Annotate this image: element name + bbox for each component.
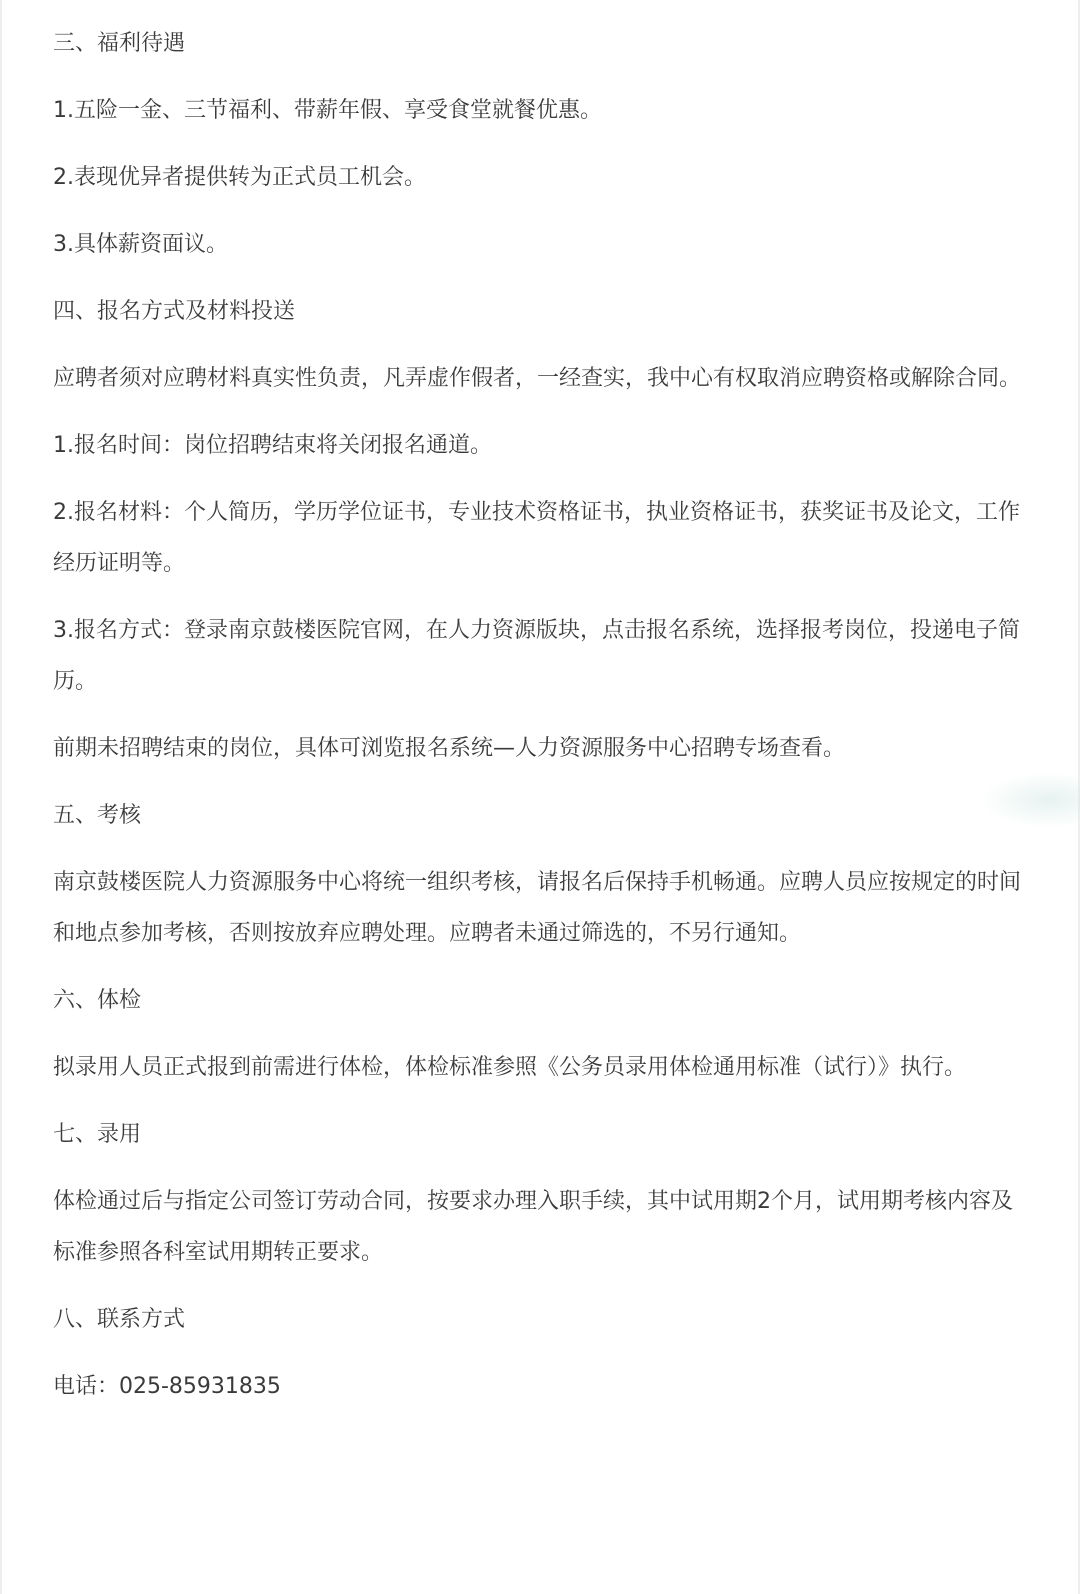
- application-item-1: 1.报名时间：岗位招聘结束将关闭报名通道。: [53, 433, 492, 458]
- section-heading-hiring: 七、录用: [53, 1122, 142, 1147]
- section-heading-application: 四、报名方式及材料投送: [53, 299, 296, 324]
- application-item-2: 2.报名材料：个人简历，学历学位证书，专业技术资格证书，执业资格证书，获奖证书及论文，工作经历证明等。: [53, 500, 1020, 576]
- article-body: [53, 0, 1025, 1412]
- contact-phone: 电话：025-85931835: [53, 1374, 281, 1399]
- hiring-text: 体检通过后与指定公司签订劳动合同，按要求办理入职手续，其中试用期2个月，试用期考核内容及标准参照各科室试用期转正要求。: [53, 1189, 1014, 1265]
- section-heading-assessment: 五、考核: [53, 803, 142, 828]
- application-intro: 应聘者须对应聘材料真实性负责，凡弄虚作假者，一经查实，我中心有权取消应聘资格或解除合同。: [53, 366, 1022, 391]
- benefit-item-2: 2.表现优异者提供转为正式员工机会。: [53, 165, 426, 190]
- assessment-text: 南京鼓楼医院人力资源服务中心将统一组织考核，请报名后保持手机畅通。应聘人员应按规定的时间和地点参加考核，否则按放弃应聘处理。应聘者未通过筛选的，不另行通知。: [53, 870, 1022, 946]
- application-item-3: 3.报名方式：登录南京鼓楼医院官网，在人力资源版块，点击报名系统，选择报考岗位，投递电子简历。: [53, 618, 1020, 694]
- section-heading-medical: 六、体检: [53, 988, 142, 1013]
- benefit-item-1: 1.五险一金、三节福利、带薪年假、享受食堂就餐优惠。: [53, 98, 602, 123]
- medical-text: 拟录用人员正式报到前需进行体检，体检标准参照《公务员录用体检通用标准（试行）》执行。: [53, 1055, 967, 1080]
- benefit-item-3: 3.具体薪资面议。: [53, 232, 228, 257]
- section-heading-benefits: 三、福利待遇: [53, 31, 186, 56]
- section-heading-contact: 八、联系方式: [53, 1307, 186, 1332]
- page-edge-left: [0, 0, 2, 1594]
- application-note: 前期未招聘结束的岗位，具体可浏览报名系统—人力资源服务中心招聘专场查看。: [53, 736, 846, 761]
